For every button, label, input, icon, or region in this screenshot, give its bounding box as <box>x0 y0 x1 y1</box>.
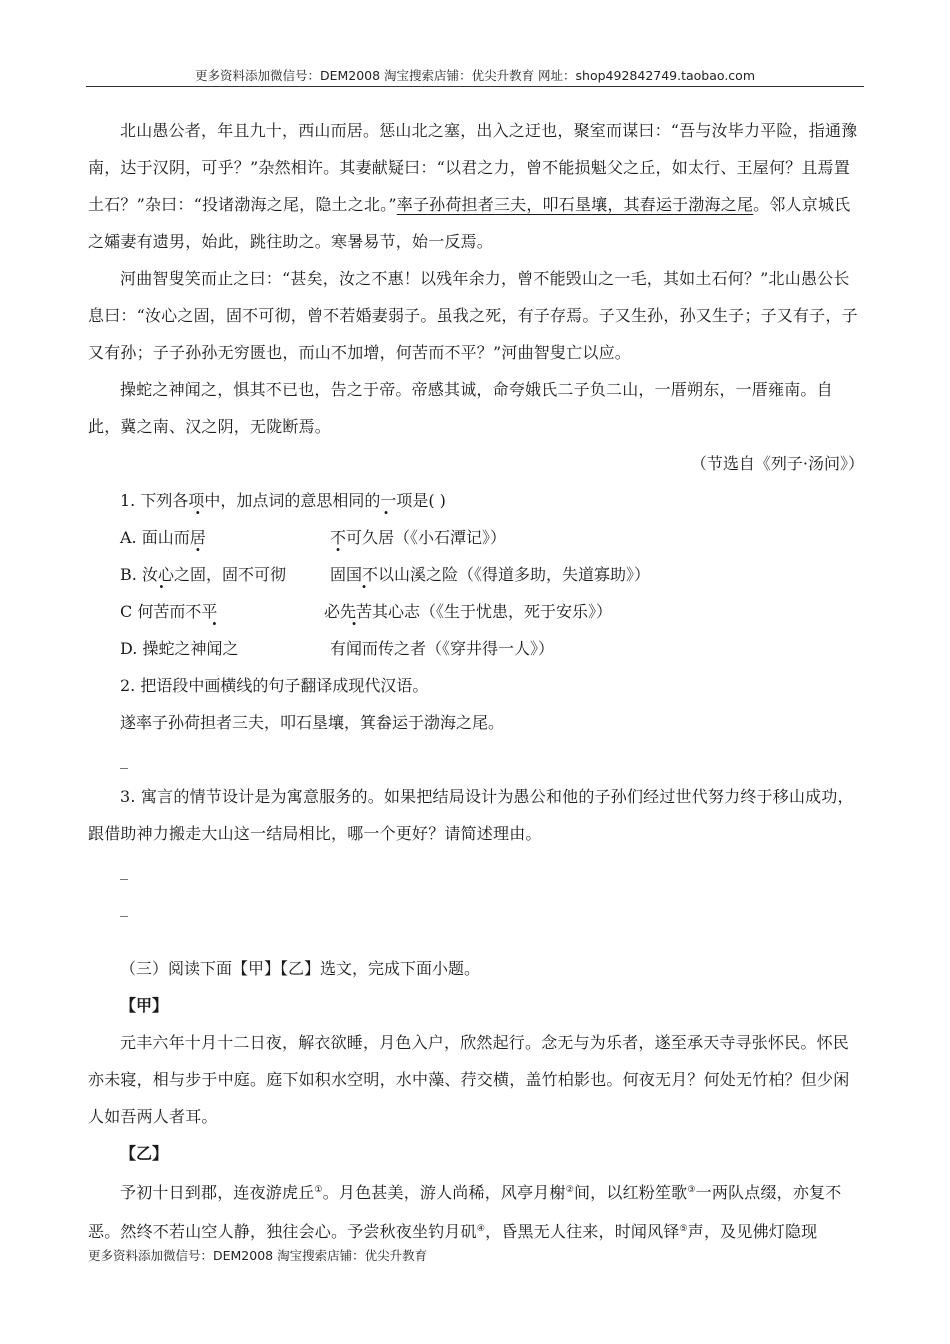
option-a-right: 不可久居（《小石潭记》） <box>330 519 506 556</box>
option-b-right: 固国不以山溪之险（《得道多助，失道寡助》） <box>330 556 650 593</box>
document-body <box>88 112 864 1250</box>
q1-option-d <box>88 630 864 667</box>
q1-option-a <box>88 519 864 556</box>
jia-label: 【甲】 <box>120 996 169 1015</box>
q3-answer-blank-2[interactable]: _ <box>120 898 128 917</box>
dotted-char: 居 <box>378 528 395 547</box>
dotted-char: 居 <box>189 528 206 547</box>
passage-paragraph-3: 操蛇之神闻之，惧其不已也，告之于帝。帝感其诚，命夸娥氏二子负二山，一厝朔东，一厝雍南。自此，冀之南、汉之阴，无陇断焉。 <box>88 380 833 436</box>
page-header: 更多资料添加微信号：DEM2008 淘宝搜索店铺：优尖升教育 网址：shop492842749.taobao.com <box>194 68 756 83</box>
option-a-left: A. 面山而居 <box>120 519 206 556</box>
q2-stem: 2. 把语段中画横线的句子翻译成现代汉语。 <box>120 676 429 695</box>
option-c-left: C 何苦而不平 <box>120 593 217 630</box>
footnote-5: ⑤ <box>679 1224 688 1234</box>
dotted-char: 苦 <box>153 602 170 621</box>
option-c-right: 必先苦其心志（《生于忧患，死于安乐》） <box>324 593 612 630</box>
q1-option-c <box>88 593 864 630</box>
option-b-left: B. 汝心之固，固不可彻 <box>120 556 286 593</box>
header-rule <box>86 86 864 87</box>
dotted-char: 闻 <box>206 639 223 658</box>
section3-title: （三）阅读下面【甲】【乙】选文，完成下面小题。 <box>120 959 481 978</box>
footnote-4: ④ <box>476 1224 486 1234</box>
footnote-3: ③ <box>687 1185 696 1195</box>
footnote-1: ① <box>314 1185 323 1195</box>
q2-sentence: 遂率子孙荷担者三夫，叩石垦壤，箕畚运于渤海之尾。 <box>120 713 505 732</box>
jia-text: 元丰六年十月十二日夜，解衣欲睡，月色入户，欣然起行。念无与为乐者，遂至承天寺寻张怀民。怀民亦未寝，相与步于中庭。庭下如积水空明，水中藻、荇交横，盖竹柏影也。何夜无月？何处无竹柏？但少闲人如吾两人者耳。 <box>88 1033 850 1126</box>
dotted-char: 固 <box>189 565 206 584</box>
passage-paragraph-1 <box>88 112 864 260</box>
passage-p1-part-a: 北山愚公者，年且九十，西山而居。惩山北之塞，出入之迂也，聚室而谋曰：“吾与汝毕力平险，指通豫南，达于汉阴，可乎？”杂然相许。其妻献疑曰：“以君之力，曾不能损魁父之丘，如太行、王屋何？且焉置土石？”杂曰：“投诸渤海之尾，隐土之北。” <box>88 121 858 214</box>
dotted-char: 苦 <box>356 602 373 621</box>
section-gap <box>88 926 864 950</box>
footnote-2: ② <box>565 1185 574 1195</box>
q1-option-b <box>88 556 864 593</box>
passage-source: （节选自《列子·汤问》） <box>690 454 864 473</box>
q3-answer-blank-1[interactable]: _ <box>120 861 128 880</box>
option-d-right: 有闻而传之者（《穿井得一人》） <box>330 630 554 667</box>
yi-label: 【乙】 <box>120 1144 169 1163</box>
yi-text: 予初十日到郡，连夜游虎丘①。月色甚美，游人尚稀，风亭月榭②间，以红粉笙歌③一两队点缀，亦复不恶。然终不若山空人静，独往会心。予尝秋夜坐钓月矶④，昏黑无人往来，时闻风铎⑤声，及见佛灯隐现 <box>88 1183 842 1241</box>
passage-p1-part-b: 。邻人京城氏之孀妻有遗男，始此，跳往助之。寒暑易节，始一反焉。 <box>88 195 851 251</box>
dotted-char: 固 <box>330 565 347 584</box>
underlined-sentence: 率子孙荷担者三夫，叩石垦壤，其舂运于渤海之尾 <box>396 195 754 214</box>
page-footer: 更多资料添加微信号：DEM2008 淘宝搜索店铺：优尖升教育 <box>88 1248 428 1263</box>
q1-stem: 1. 下列各项中，加点词的意思相同的一项是( ) <box>120 491 446 510</box>
passage-paragraph-2: 河曲智叟笑而止之曰：“甚矣，汝之不惠！以残年余力，曾不能毁山之一毛，其如土石何？”北山愚公长息曰：“汝心之固，固不可彻，曾不若婚妻弱子。虽我之死，有子存焉。子又生孙，孙又生子；子又有子，子又有孙；子子孙孙无穷匮也，而山不加增，何苦而不平？”河曲智叟亡以应。 <box>88 269 858 362</box>
dotted-char: 闻 <box>346 639 363 658</box>
q3-stem: 3. 寓言的情节设计是为寓意服务的。如果把结局设计为愚公和他的子孙们经过世代努力终于移山成功，跟借助神力搬走大山这一结局相比，哪一个更好？请简述理由。 <box>88 787 854 843</box>
q2-answer-blank[interactable]: _ <box>120 750 128 769</box>
option-d-left: D. 操蛇之神闻之 <box>120 630 238 667</box>
